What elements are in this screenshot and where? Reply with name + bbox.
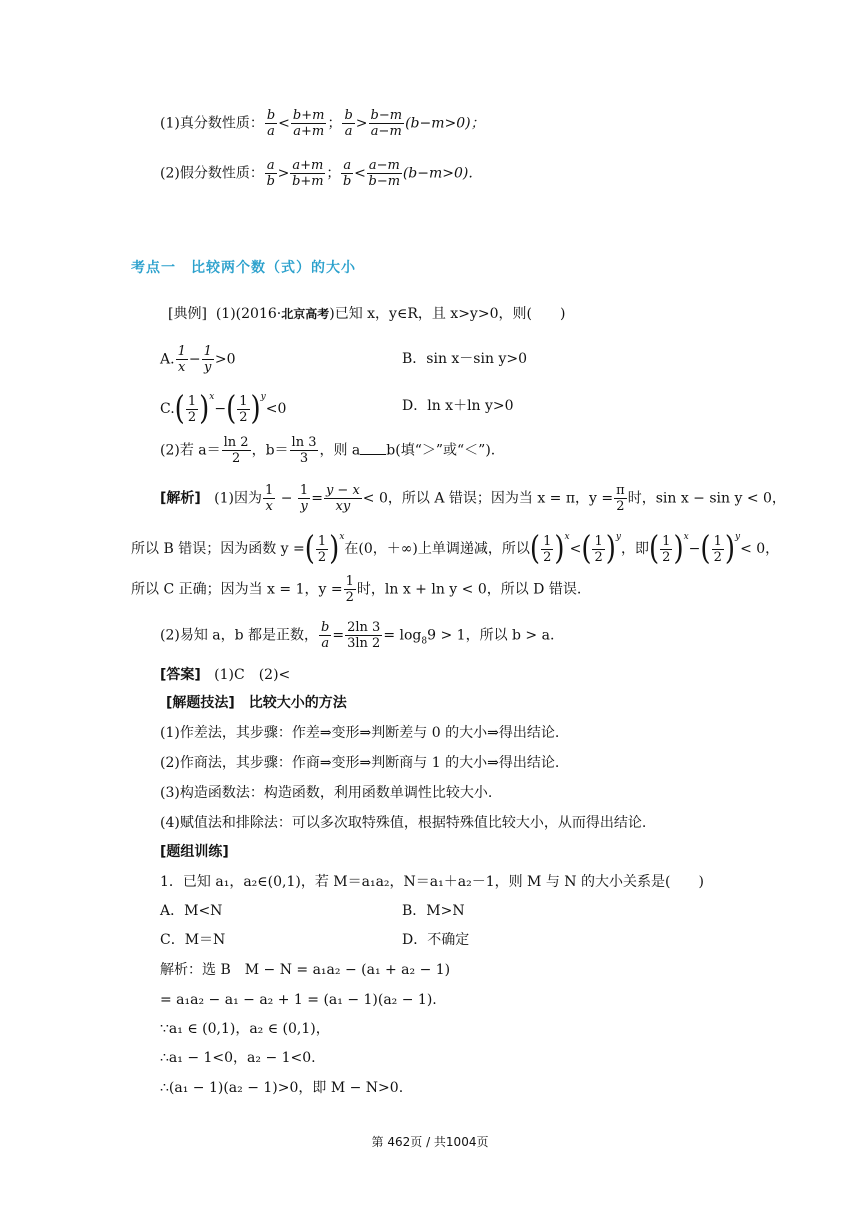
solution-line: 解析：选 B M − N = a₁a₂ − (a₁ + a₂ − 1) [160, 962, 451, 978]
frac-num: π [616, 483, 625, 498]
solution-line: = a₁a₂ − a₁ − a₂ + 1 = (a₁ − 1)(a₂ − 1). [160, 992, 437, 1008]
frac-den: b+m [292, 174, 324, 189]
frac-den: a−m [370, 124, 402, 139]
analysis-text: 时，ln x + ln y < 0，所以 D 错误. [356, 581, 582, 598]
frac-num: 1 [265, 483, 274, 498]
practice-label: [题组训练] [160, 844, 229, 860]
analysis-text: < [569, 541, 582, 557]
paren: ( [700, 530, 711, 568]
paren: ( [226, 390, 237, 428]
frac-num: 1 [713, 533, 722, 549]
frac-num: 1 [203, 344, 212, 359]
analysis-text: < 0，所以 A 错误；因为当 x = π，y = [362, 490, 614, 507]
option-suffix: <0 [265, 401, 287, 417]
frac-den: b−m [368, 174, 401, 189]
ineq-op: > [277, 165, 290, 182]
frac-num: 2ln 3 [347, 620, 381, 635]
option-c: C.( $\frac{1}{2}$ )$^x$−( $\frac{1}{2}$ )$^y$<0 [160, 390, 287, 428]
frac-num: b [344, 108, 353, 123]
analysis-text: = [311, 490, 323, 507]
frac-num: ln 2 [223, 435, 249, 450]
practice-option-b: B．M>N [402, 903, 465, 919]
condition: (b−m>0). [402, 165, 473, 182]
option-prefix: C. [160, 401, 175, 417]
ineq-op: < [278, 115, 290, 132]
frac-num: 1 [543, 533, 552, 549]
example-label: [典例] [168, 306, 207, 322]
method-item: (3)构造函数法：构造函数，利用函数单调性比较大小. [160, 785, 493, 801]
answer-line [160, 666, 290, 684]
analysis-line-3 [131, 574, 581, 605]
paren: ( [174, 390, 185, 428]
exponent: x [209, 392, 215, 402]
analysis-text: 所以 C 正确；因为当 x = 1，y = [131, 581, 343, 598]
analysis-text: 在(0，＋∞)上单调递减，所以 [344, 541, 530, 557]
exponent: y [615, 532, 621, 542]
analysis-label: [解析] [160, 490, 201, 507]
paren: ) [329, 530, 340, 568]
frac-num: b−m [370, 108, 403, 123]
example-text: (1)(2016· [215, 306, 282, 322]
paren: ) [554, 530, 565, 568]
frac-den: a [321, 636, 330, 651]
option-suffix: >0 [214, 351, 236, 368]
frac-den: 2 [616, 499, 625, 514]
analysis-text: < 0， [740, 541, 780, 557]
q2-text: ，则 a [319, 442, 361, 459]
frac-num: b+m [292, 108, 325, 123]
frac-num: 1 [345, 574, 354, 589]
practice-option-d: D．不确定 [402, 932, 470, 948]
exponent: x [339, 532, 345, 542]
analysis-line-2 [131, 528, 780, 568]
answer-text: (1)C (2)< [214, 667, 291, 683]
analysis-text: 所以 B 错误；因为函数 y = [131, 541, 305, 557]
exponent: x [564, 532, 570, 542]
frac-num: 1 [177, 344, 186, 359]
solution-line: ∴a₁ − 1<0，a₂ − 1<0. [160, 1050, 316, 1066]
frac-den: a+m [293, 124, 325, 139]
exponent: x [683, 532, 689, 542]
property-label: (2)假分数性质： [160, 165, 264, 182]
paren: ( [649, 530, 660, 568]
option-prefix: A. [160, 351, 175, 368]
exponent: y [260, 392, 266, 402]
method-label: [解题技法] 比较大小的方法 [166, 695, 347, 711]
method-item: (4)赋值法和排除法：可以多次取特殊值，根据特殊值比较大小，从而得出结论. [160, 815, 647, 831]
frac-num: 1 [187, 393, 197, 409]
analysis-line-1: [解析] (1)因为 $\frac{1}{x}$ − $\frac{1}{y}$ = $\frac{y - x}{xy}$ < 0，所以 A 错误；因为当 x = π，y = $\frac{\pi}{2}$ 时，sin x − sin y < 0， [160, 483, 786, 514]
section-heading: 考点一 比较两个数（式）的大小 [131, 260, 356, 276]
frac-num: a+m [292, 158, 324, 173]
property-true-fraction [160, 108, 485, 139]
frac-den: x [178, 360, 186, 375]
paren: ) [724, 530, 735, 568]
frac-num: 1 [299, 483, 309, 498]
frac-den: a [267, 124, 275, 139]
frac-den: 2 [594, 549, 603, 565]
example-intro [168, 305, 565, 323]
paren: ( [304, 530, 315, 568]
property-improper-fraction [160, 158, 473, 189]
analysis-text: 9 > 1，所以 b > a. [427, 627, 555, 644]
frac-num: 1 [239, 393, 248, 409]
practice-question: 1．已知 a₁，a₂∈(0,1)，若 M＝a₁a₂，N＝a₁＋a₂－1，则 M 与 N 的大小关系是( ) [160, 874, 704, 890]
analysis-text: 时，sin x − sin y < 0， [627, 490, 786, 507]
frac-den: 2 [317, 549, 327, 565]
option-a: A. $\frac{1}{x}$ − $\frac{1}{y}$ >0 [160, 344, 236, 375]
frac-den: 2 [231, 451, 241, 466]
option-d: D．ln x＋ln y>0 [402, 398, 514, 414]
frac-den: 3 [299, 451, 309, 466]
frac-num: a−m [368, 158, 400, 173]
frac-num: 1 [662, 533, 671, 549]
frac-num: b [321, 620, 330, 635]
analysis-text: (2)易知 a，b 都是正数， [160, 627, 319, 644]
condition: (b−m>0)； [405, 115, 485, 132]
frac-den: xy [335, 499, 351, 514]
property-label: (1)真分数性质： [160, 115, 264, 132]
frac-num: ln 3 [291, 435, 317, 450]
paren: ( [529, 530, 541, 568]
frac-num: 1 [594, 533, 603, 549]
paren: ) [199, 390, 210, 428]
frac-den: 2 [239, 409, 248, 425]
solution-line: ∵a₁ ∈ (0,1)，a₂ ∈ (0,1)， [160, 1021, 330, 1037]
ineq-op: > [355, 115, 368, 132]
frac-den: 2 [187, 409, 197, 425]
example-source: 北京高考 [281, 307, 330, 321]
question-2 [160, 435, 495, 466]
frac-den: x [265, 499, 273, 514]
paren: ) [673, 530, 684, 568]
analysis-line-4 [160, 620, 554, 651]
exponent: y [735, 532, 741, 542]
option-b: B．sin x－sin y>0 [402, 351, 527, 367]
q2-text: (2)若 a＝ [160, 442, 221, 459]
separator: ； [327, 115, 342, 132]
frac-den: b [343, 174, 352, 189]
frac-den: a [344, 124, 353, 139]
analysis-text: (1)因为 [214, 490, 262, 507]
frac-den: b [266, 174, 275, 189]
separator: ； [326, 165, 341, 182]
answer-label: [答案] [160, 667, 201, 683]
frac-num: b [266, 108, 276, 123]
paren: ( [581, 530, 592, 568]
example-text: )已知 x，y∈R，且 x>y>0，则( ) [329, 306, 566, 322]
frac-den: 2 [543, 549, 552, 565]
analysis-text: ，即 [621, 541, 649, 557]
frac-num: 1 [317, 533, 327, 549]
frac-den: y [300, 499, 308, 514]
practice-option-c: C．M＝N [160, 932, 226, 948]
method-item: (2)作商法，其步骤：作商⇒变形⇒判断商与 1 的大小⇒得出结论. [160, 755, 560, 771]
ineq-op: < [354, 165, 366, 182]
frac-num: a [343, 158, 352, 173]
paren: ) [250, 390, 261, 428]
log-base: 8 [421, 636, 428, 647]
frac-den: 2 [713, 549, 722, 565]
page-footer: 第 462页 / 共1004页 [371, 1135, 489, 1149]
method-item: (1)作差法，其步骤：作差⇒变形⇒判断差与 0 的大小⇒得出结论. [160, 725, 560, 741]
analysis-text: = [332, 627, 345, 644]
frac-den: 2 [662, 549, 671, 565]
frac-den: y [204, 360, 212, 375]
q2-text: b(填“＞”或“＜”). [386, 442, 496, 459]
frac-den: 3ln 2 [347, 636, 381, 651]
paren: ) [605, 530, 616, 568]
solution-line: ∴(a₁ − 1)(a₂ − 1)>0，即 M − N>0. [160, 1080, 404, 1096]
answer-blank [360, 442, 386, 455]
analysis-text: − [688, 541, 701, 557]
frac-num: a [266, 158, 275, 173]
practice-option-a: A．M<N [160, 903, 223, 919]
q2-text: ，b＝ [251, 442, 289, 459]
frac-num: y − x [325, 483, 360, 498]
analysis-text: = log [383, 627, 422, 644]
frac-den: 2 [345, 590, 354, 605]
